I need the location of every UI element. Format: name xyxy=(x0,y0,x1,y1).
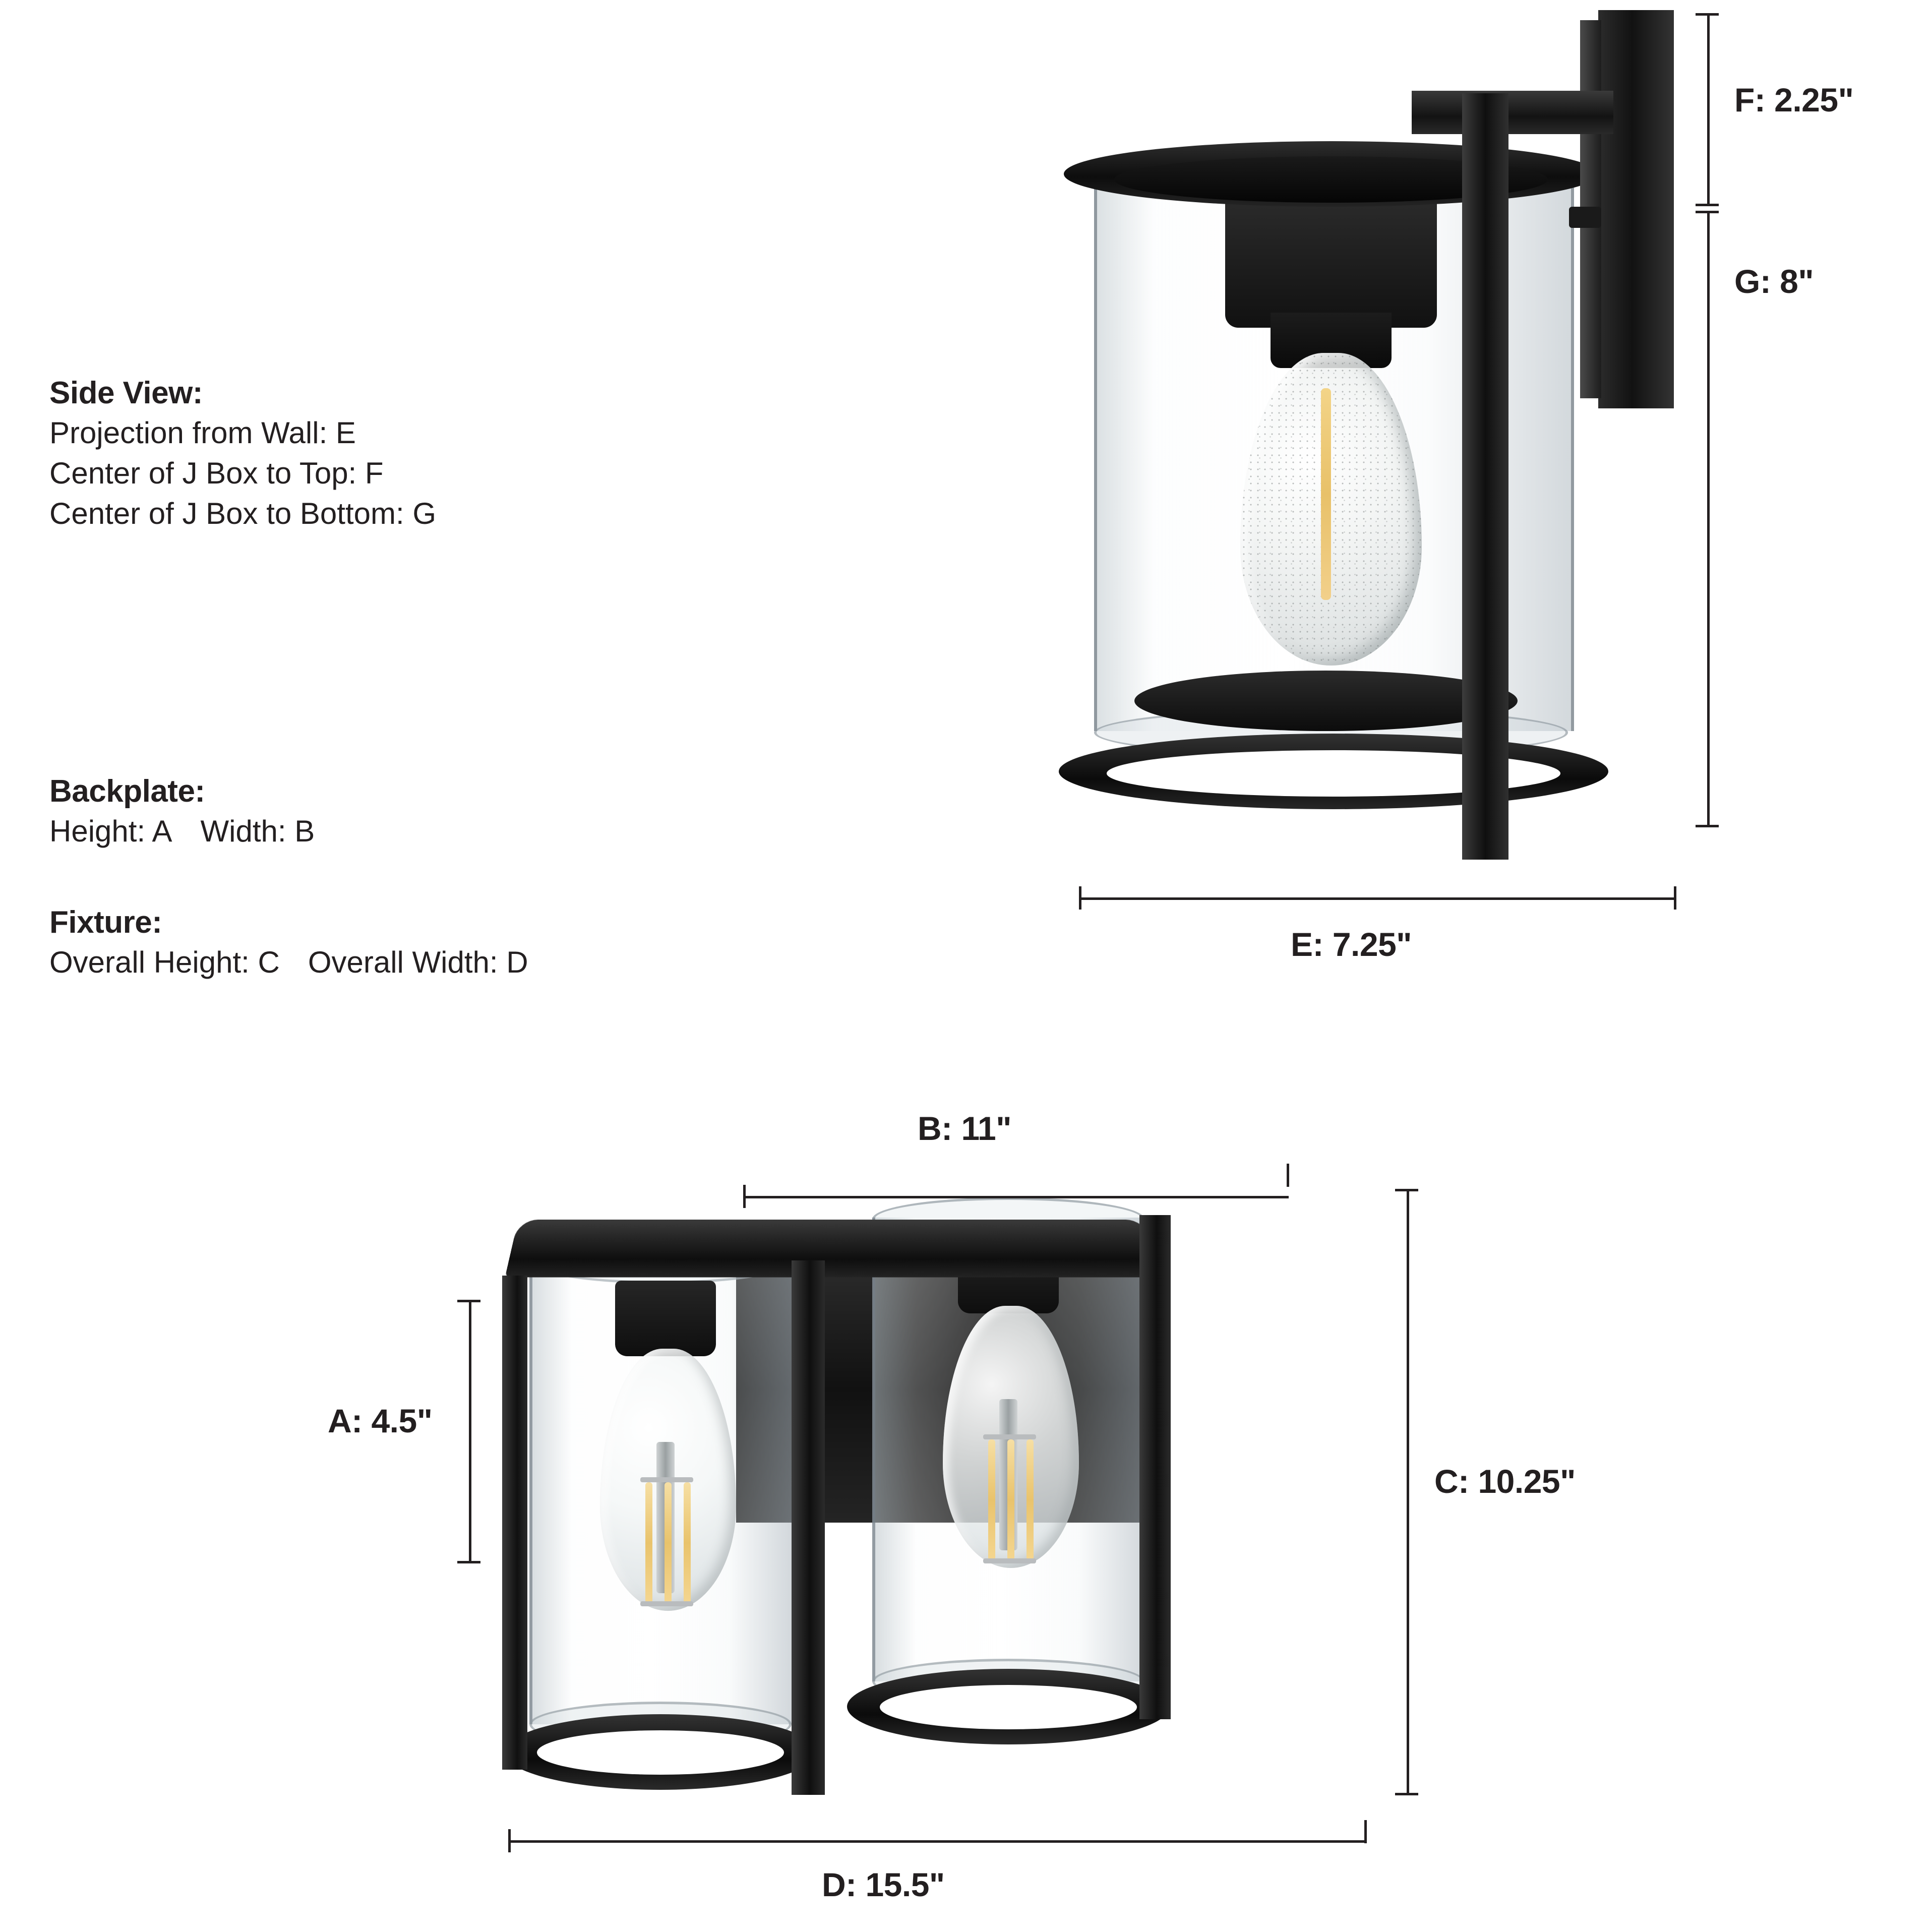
right-filament-1 xyxy=(988,1439,995,1560)
right-filament-3 xyxy=(1027,1439,1034,1560)
legend-jbox-to-top: Center of J Box to Top: F xyxy=(49,456,384,491)
vertical-cage-post-side xyxy=(1462,93,1508,860)
left-bottom-ring-opening xyxy=(537,1730,784,1775)
legend-side-view xyxy=(49,373,436,534)
left-filament-3 xyxy=(684,1482,691,1603)
dim-label-A: A: 4.5" xyxy=(328,1402,433,1439)
dim-line-C-vertical xyxy=(1407,1190,1409,1795)
dim-cap-G-top xyxy=(1696,211,1719,213)
dim-cap-F-bottom xyxy=(1696,204,1719,206)
bottom-plate-side xyxy=(1134,671,1518,731)
dim-line-A-vertical xyxy=(469,1301,471,1563)
legend-fixture-overall-width: Overall Width: D xyxy=(308,945,528,980)
dim-cap-B-right xyxy=(1287,1164,1289,1187)
dim-label-C: C: 10.25" xyxy=(1434,1463,1576,1500)
socket-housing-side xyxy=(1225,197,1437,328)
dim-cap-D-right xyxy=(1364,1820,1367,1843)
side-view-illustration xyxy=(1059,5,1714,872)
left-filament-2 xyxy=(665,1482,672,1603)
dim-cap-A-top xyxy=(457,1300,480,1302)
dim-line-E-horizontal xyxy=(1080,897,1676,900)
center-cage-post xyxy=(792,1260,825,1795)
legend-fixture xyxy=(49,902,528,983)
dim-cap-C-top xyxy=(1395,1189,1418,1191)
dim-label-G: G: 8" xyxy=(1734,263,1814,300)
dim-cap-B-left xyxy=(743,1185,746,1208)
left-filament-1 xyxy=(645,1482,652,1603)
dim-cap-F-top xyxy=(1696,13,1719,16)
left-socket-housing xyxy=(615,1281,716,1356)
dim-cap-E-left xyxy=(1079,886,1081,910)
right-bottom-ring-opening xyxy=(880,1685,1137,1729)
dim-label-E: E: 7.25" xyxy=(1291,926,1412,963)
dim-label-F: F: 2.25" xyxy=(1734,81,1854,118)
legend-backplate-height: Height: A xyxy=(49,814,172,849)
backplate-side xyxy=(1598,10,1674,408)
legend-backplate-width: Width: B xyxy=(200,814,315,849)
legend-backplate xyxy=(49,771,315,852)
dim-line-G-vertical xyxy=(1707,212,1710,827)
legend-projection-from-wall: Projection from Wall: E xyxy=(49,416,356,450)
mounting-arm-side xyxy=(1412,91,1613,134)
dim-cap-D-left xyxy=(508,1829,511,1852)
dim-line-B-horizontal xyxy=(744,1196,1289,1198)
legend-jbox-to-bottom: Center of J Box to Bottom: G xyxy=(49,496,436,530)
left-filament-bottom-cap xyxy=(640,1601,693,1606)
right-filament-2 xyxy=(1007,1439,1014,1560)
dim-line-D-horizontal xyxy=(509,1840,1366,1843)
legend-fixture-overall-height: Overall Height: C xyxy=(49,945,280,980)
legend-fixture-heading: Fixture: xyxy=(49,905,162,940)
right-cage-post xyxy=(1139,1215,1171,1719)
dim-cap-E-right xyxy=(1674,886,1676,910)
legend-backplate-heading: Backplate: xyxy=(49,774,205,809)
dim-cap-G-bottom xyxy=(1696,825,1719,827)
top-band-front xyxy=(505,1220,1159,1277)
dim-label-B: B: 11" xyxy=(918,1110,1012,1147)
dim-cap-A-bottom xyxy=(457,1561,480,1563)
legend-side-view-heading: Side View: xyxy=(49,376,203,410)
dim-line-F-vertical xyxy=(1707,14,1710,206)
left-cage-post xyxy=(502,1276,527,1770)
left-filament-top-cap xyxy=(640,1477,693,1482)
dim-label-D: D: 15.5" xyxy=(822,1866,945,1903)
right-filament-bottom-cap xyxy=(983,1558,1036,1563)
bulb-filament-side xyxy=(1321,388,1331,600)
mounting-screw-side xyxy=(1569,207,1601,228)
dim-cap-C-bottom xyxy=(1395,1793,1418,1795)
right-filament-top-cap xyxy=(983,1434,1036,1439)
front-view-illustration xyxy=(474,1160,1462,1855)
